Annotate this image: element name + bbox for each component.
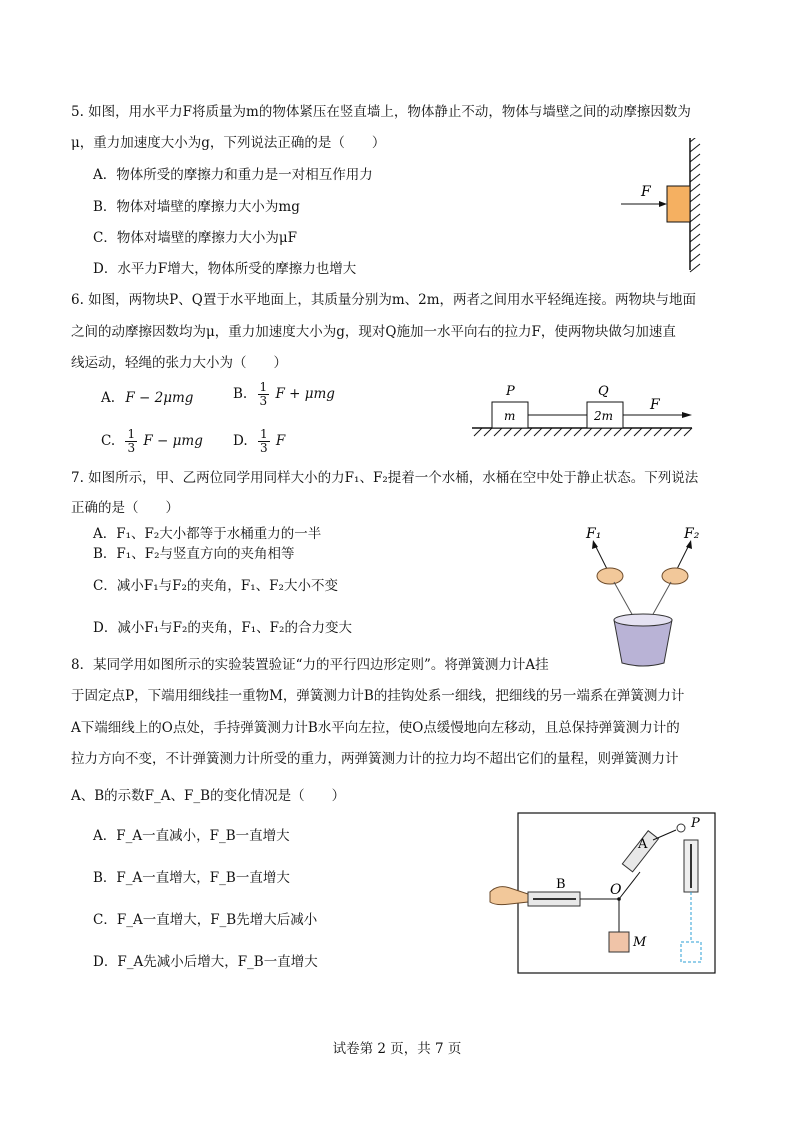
- q7-option-d: D．减小F₁与F₂的夹角，F₁、F₂的合力变大: [93, 620, 352, 636]
- q8-hand: [490, 887, 528, 905]
- q6-option-d-label: D.: [233, 433, 248, 449]
- q8-stem-line2: 于固定点P，下端用细线挂一重物M，弹簧测力计B的挂钩处系一细线，把细线的另一端系在弹簧测力计: [71, 688, 685, 704]
- page-footer: 试卷第 2 页，共 7 页: [332, 1041, 462, 1057]
- q8-label-a: A: [638, 837, 648, 852]
- q6-option-d-den: 3: [259, 441, 268, 455]
- q6-label-q: Q: [598, 384, 609, 399]
- q8-stem-line3: A下端细线上的O点处，手持弹簧测力计B水平向左拉，使O点缓慢地向左移动，且总保持弹簧测力计的: [71, 720, 680, 736]
- q8-label-b: B: [556, 877, 566, 892]
- q8-label-m: M: [633, 935, 647, 950]
- q8-label-o: O: [610, 882, 622, 898]
- q6-label-m: m: [504, 409, 516, 423]
- q7-stem-line2: 正确的是（ ）: [71, 500, 179, 516]
- q6-option-a: [101, 388, 193, 408]
- q7-hand-left: [597, 568, 623, 584]
- q6-option-b-num: 1: [259, 380, 268, 394]
- q7-label-f2: F₂: [684, 526, 700, 542]
- q8-option-c: C．F_A一直增大，F_B先增大后减小: [93, 912, 318, 928]
- q7-option-a: A．F₁、F₂大小都等于水桶重力的一半: [93, 526, 322, 542]
- q6-blocks-figure: [470, 380, 700, 440]
- q6-option-b-label: B.: [233, 386, 248, 402]
- q5-option-b: B．物体对墙壁的摩擦力大小为mg: [93, 199, 300, 215]
- q7-bucket: [614, 620, 672, 666]
- q7-option-c: C．减小F₁与F₂的夹角，F₁、F₂大小不变: [93, 578, 338, 594]
- q6-stem-line1: 6. 如图，两物块P、Q置于水平地面上，其质量分别为m、2m，两者之间用水平轻绳连接。两物块与地面: [71, 292, 697, 308]
- q5-option-c: C．物体对墙壁的摩擦力大小为μF: [93, 230, 297, 246]
- q5-wall-block-figure: [615, 138, 705, 273]
- q6-stem-line3: 线运动，轻绳的张力大小为（ ）: [71, 355, 287, 371]
- q5-stem-line1: 5. 如图，用水平力F将质量为m的物体紧压在竖直墙上，物体静止不动，物体与墙壁之间的动摩擦因数为: [71, 104, 691, 120]
- q8-option-d: D．F_A先减小后增大，F_B一直增大: [93, 954, 318, 970]
- q7-hand-right: [662, 568, 688, 584]
- q6-option-c-tail: F − μmg: [143, 433, 203, 449]
- q6-option-b-tail: F + μmg: [275, 386, 335, 402]
- q6-option-b: [233, 381, 335, 408]
- q5-stem-line2: μ，重力加速度大小为g，下列说法正确的是（ ）: [71, 135, 386, 151]
- q7-option-b: B．F₁、F₂与竖直方向的夹角相等: [93, 546, 295, 562]
- q6-option-d-tail: F: [275, 433, 286, 449]
- q6-label-f: F: [650, 397, 660, 413]
- q8-apparatus-figure: [488, 810, 723, 978]
- q8-weight-m: [609, 932, 629, 952]
- q8-option-a: A．F_A一直减小，F_B一直增大: [93, 828, 290, 844]
- q7-bucket-figure: [578, 518, 713, 670]
- q6-option-c-label: C.: [101, 433, 116, 449]
- q6-stem-line2: 之间的动摩擦因数均为μ，重力加速度大小为g，现对Q施加一水平向右的拉力F，使两物块做匀加速直: [71, 324, 676, 340]
- q6-option-a-label: A.: [101, 390, 116, 406]
- q8-label-p: P: [691, 816, 700, 831]
- q8-stem-line4: 拉力方向不变，不计弹簧测力计所受的重力，两弹簧测力计的拉力均不超出它们的量程，则弹簧测力计: [71, 751, 679, 767]
- q5-block: [667, 186, 690, 222]
- q6-option-d: [233, 428, 285, 455]
- q6-option-c-num: 1: [127, 427, 136, 441]
- q6-option-c-den: 3: [127, 441, 136, 455]
- q8-stem-line5: A、B的示数F_A、F_B的变化情况是（ ）: [71, 788, 346, 804]
- q6-label-p: P: [506, 384, 515, 399]
- q6-option-b-den: 3: [259, 394, 268, 408]
- q7-stem-line1: 7. 如图所示，甲、乙两位同学用同样大小的力F₁、F₂提着一个水桶，水桶在空中处于静止状态。下列说法: [71, 470, 699, 486]
- q8-option-b: B．F_A一直增大，F_B一直增大: [93, 870, 290, 886]
- q7-label-f1: F₁: [586, 526, 602, 542]
- q5-option-d: D．水平力F增大，物体所受的摩擦力也增大: [93, 261, 357, 277]
- q5-force-label: F: [641, 184, 651, 200]
- q6-option-d-num: 1: [259, 427, 268, 441]
- q6-option-a-expr: F − 2μmg: [125, 390, 194, 406]
- q6-label-2m: 2m: [594, 409, 614, 423]
- q5-option-a: A．物体所受的摩擦力和重力是一对相互作用力: [93, 167, 373, 183]
- q8-stem-line1: 8．某同学用如图所示的实验装置验证“力的平行四边形定则”。将弹簧测力计A挂: [71, 657, 549, 673]
- q6-option-c: [101, 428, 203, 455]
